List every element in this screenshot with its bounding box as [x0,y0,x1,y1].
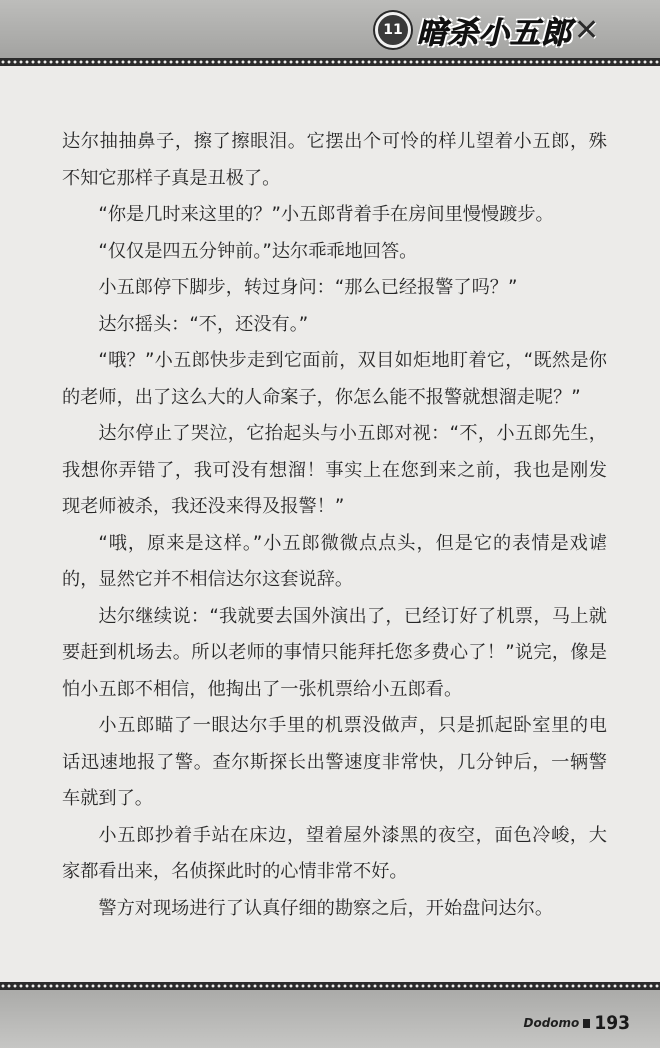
series-title: 暗杀小五郎 [417,16,572,51]
header-dotted-border [0,58,660,66]
paragraph: 达尔抽抽鼻子，擦了擦眼泪。它摆出个可怜的样儿望着小五郎，殊不知它那样子真是丑极了。 [62,131,607,189]
paragraph: 小五郎停下脚步，转过身问：“那么已经报警了吗？” [98,277,518,298]
brand-label: Dodomo [523,1016,580,1030]
body-text [62,124,607,927]
paragraph: 小五郎抄着手站在床边，望着屋外漆黑的夜空，面色冷峻，大家都看出来，名侦探此时的心情非常不好。 [62,824,607,882]
series-logo [375,8,599,52]
paragraph: “哦？”小五郎快步走到它面前，双目如炬地盯着它，“既然是你的老师，出了这么大的人命案子，你怎么能不报警就想溜走呢？” [62,350,607,408]
page-number: 193 [594,1012,630,1034]
paragraph: 达尔摇头：“不，还没有。” [98,313,309,335]
brand-box-icon [583,1019,590,1028]
x-mark-icon: ✕ [574,12,600,48]
paragraph: “哦，原来是这样。”小五郎微微点点头，但是它的表情是戏谑的，显然它并不相信达尔这套说辞。 [62,532,607,590]
paragraph: 达尔停止了哭泣，它抬起头与小五郎对视：“不，小五郎先生，我想你弄错了，我可没有想溜！事实上在您到来之前，我也是刚发现老师被杀，我还没来得及报警！” [62,423,607,517]
paragraph: 达尔继续说：“我就要去国外演出了，已经订好了机票，马上就要赶到机场去。所以老师的事情只能拜托您多费心了！”说完，像是怕小五郎不相信，他掏出了一张机票给小五郎看。 [62,605,607,700]
paragraph: “仅仅是四五分钟前。”达尔乖乖地回答。 [98,240,418,262]
page-footer [524,1012,630,1034]
footer-dotted-border [0,982,660,990]
volume-badge: 11 [375,12,411,48]
paragraph: 小五郎瞄了一眼达尔手里的机票没做声，只是抓起卧室里的电话迅速地报了警。查尔斯探长出警速度非常快，几分钟后，一辆警车就到了。 [62,715,607,809]
paragraph: 警方对现场进行了认真仔细的勘察之后，开始盘问达尔。 [98,897,554,919]
paragraph: “你是几时来这里的？”小五郎背着手在房间里慢慢踱步。 [98,204,554,225]
